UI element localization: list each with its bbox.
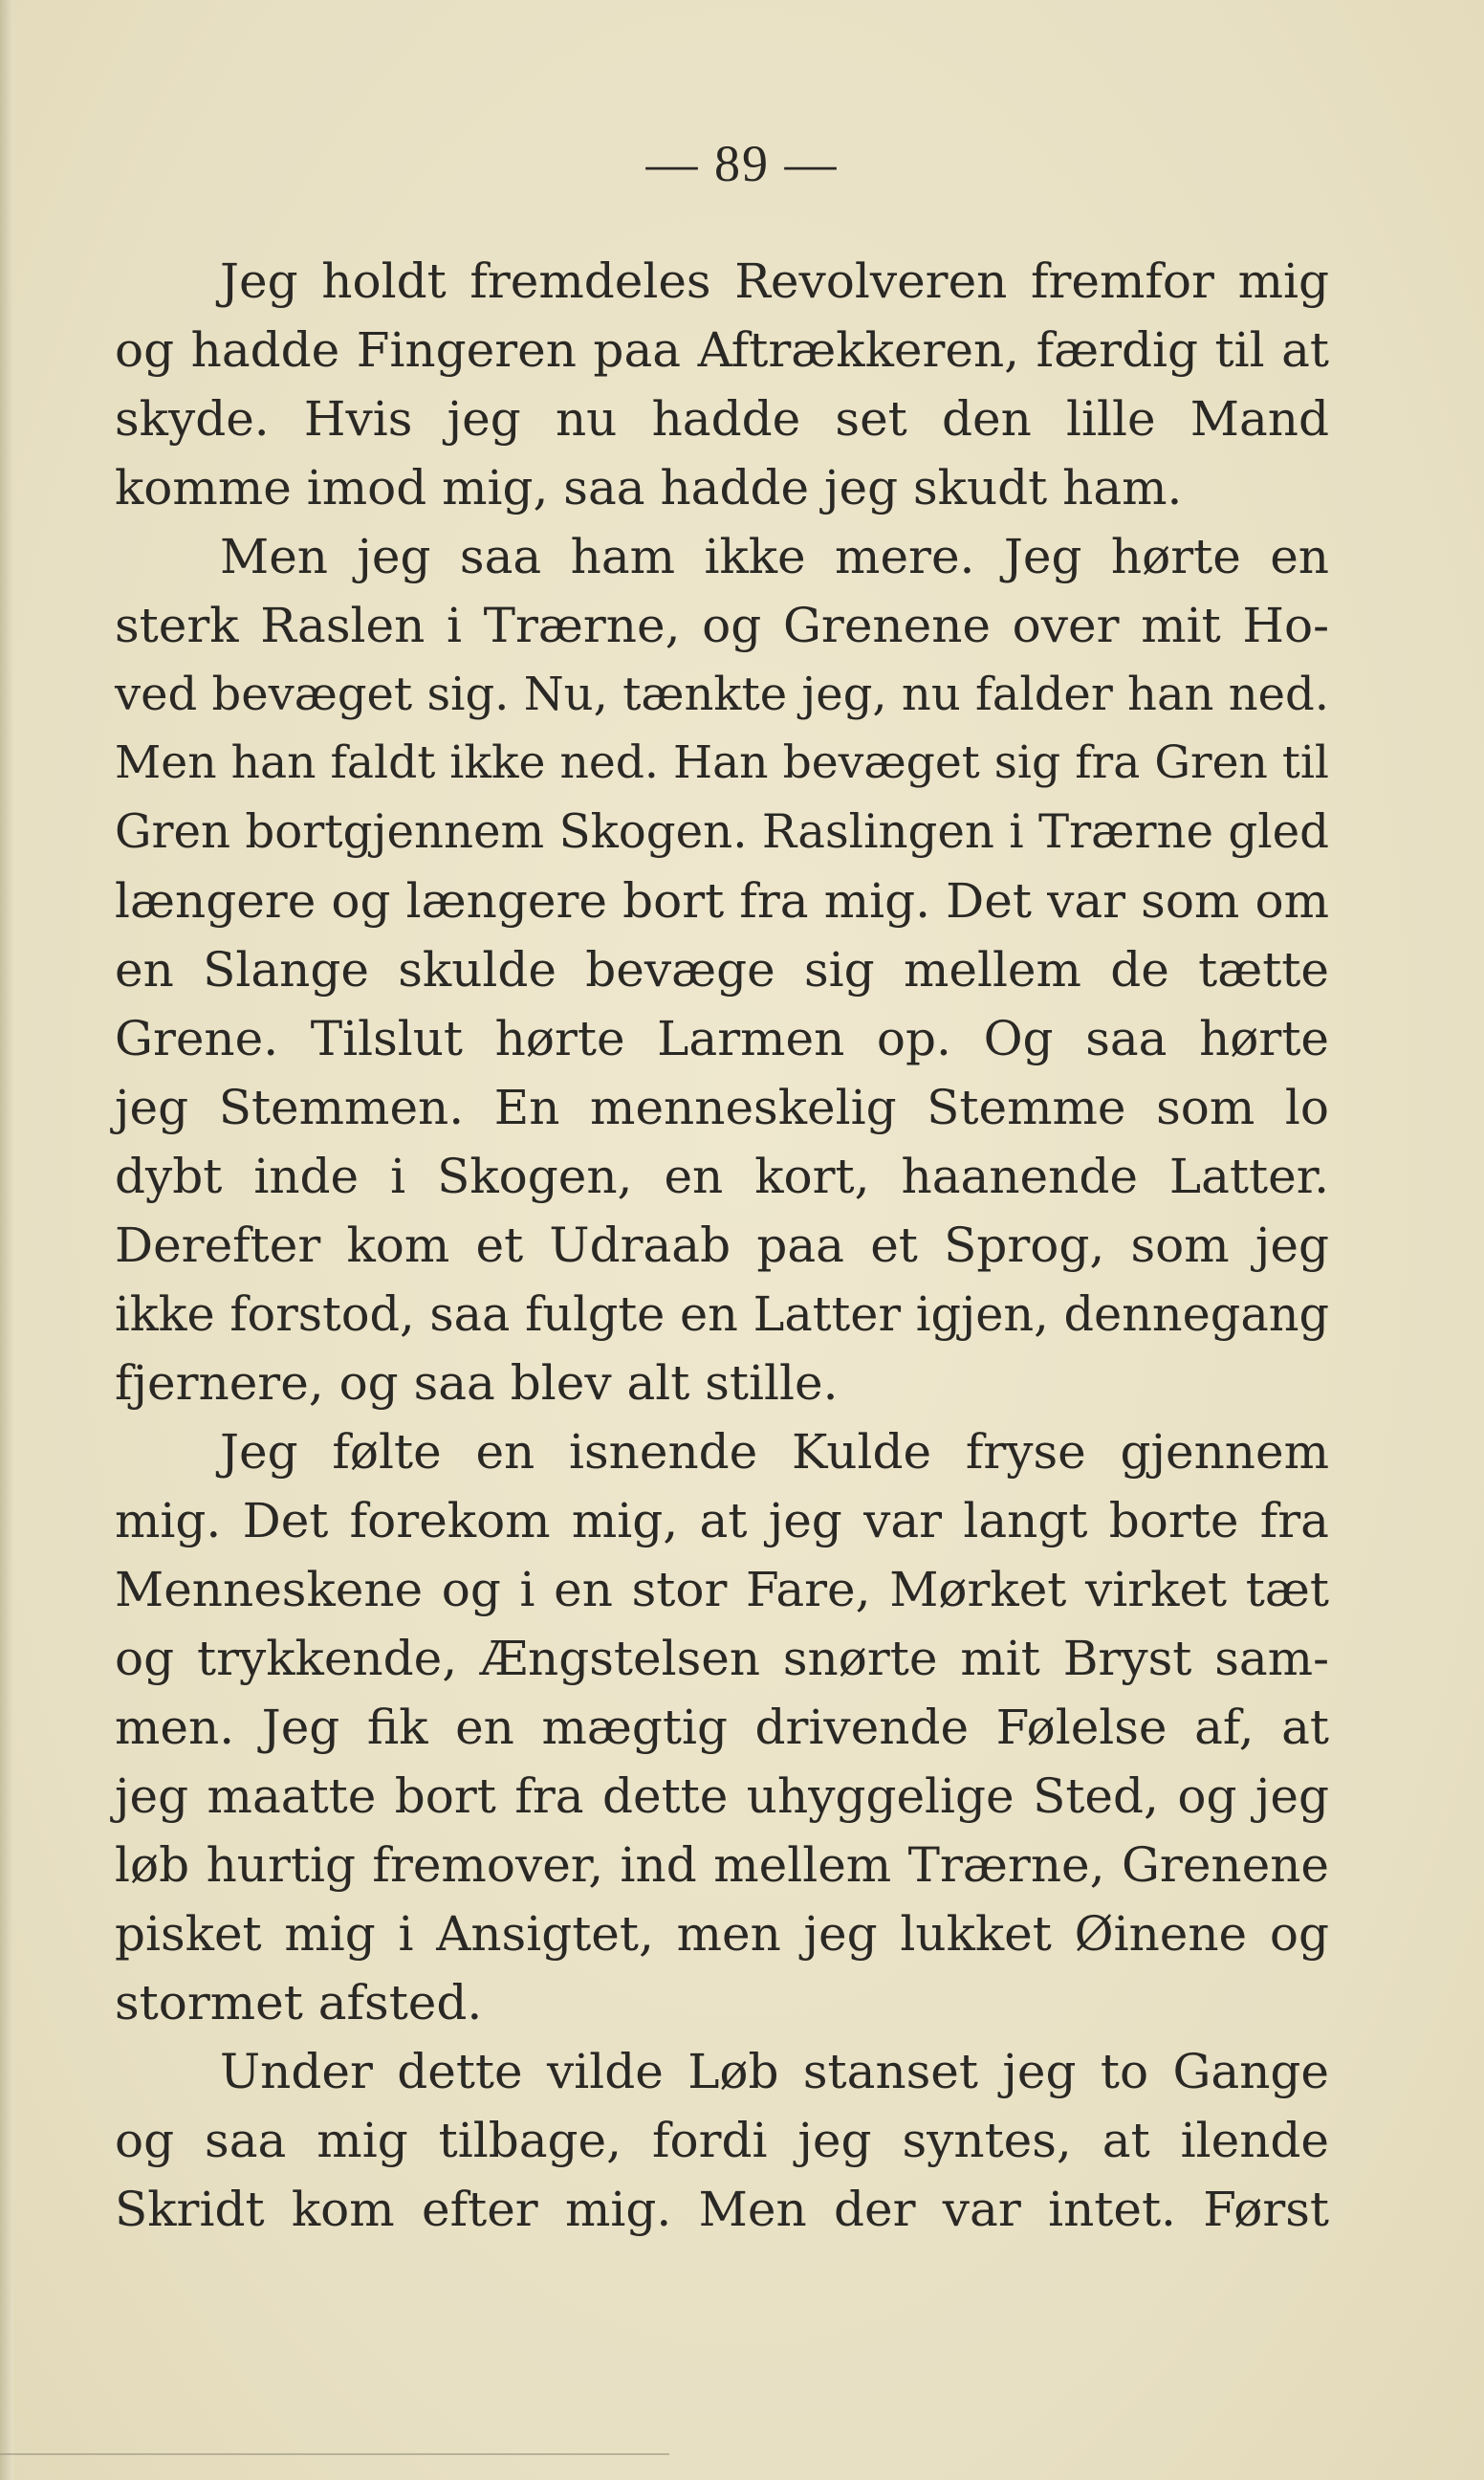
text-line: længere og længere bort fra mig. Det var som om (115, 873, 1329, 929)
text-line: Menneskene og i en stor Fare, Mørket virket tæt (115, 1562, 1329, 1617)
page-bottom-edge (0, 2453, 669, 2455)
text-line: fjernere, og saa blev alt stille. (115, 1355, 839, 1411)
text-line: Jeg holdt fremdeles Revolveren fremfor mig (220, 253, 1329, 309)
text-line: Jeg følte en isnende Kulde fryse gjennem (220, 1424, 1329, 1480)
text-line: ikke forstod, saa fulgte en Latter igjen, dennegang (115, 1286, 1329, 1342)
text-line: Men jeg saa ham ikke mere. Jeg hørte en (220, 529, 1329, 584)
text-line: Derefter kom et Udraab paa et Sprog, som jeg (115, 1218, 1329, 1273)
text-line: men. Jeg fik en mægtig drivende Følelse af, at (115, 1700, 1329, 1755)
text-line: mig. Det forekom mig, at jeg var langt borte fra (115, 1493, 1329, 1548)
text-line: løb hurtig fremover, ind mellem Trærne, Grenene (115, 1837, 1329, 1893)
text-line: jeg maatte bort fra dette uhyggelige Sted, og jeg (115, 1768, 1329, 1824)
text-line: pisket mig i Ansigtet, men jeg lukket Øinene og (115, 1906, 1329, 1962)
text-line: Grene. Tilslut hørte Larmen op. Og saa hørte (115, 1011, 1329, 1066)
body-text (115, 247, 1329, 2244)
text-line: dybt inde i Skogen, en kort, haanende Latter. (115, 1149, 1329, 1204)
text-line: en Slange skulde bevæge sig mellem de tætte (115, 942, 1329, 998)
text-line: komme imod mig, saa hadde jeg skudt ham. (115, 460, 1183, 516)
text-line: jeg Stemmen. En menneskelig Stemme som lo (115, 1080, 1329, 1135)
text-line: sterk Raslen i Trærne, og Grenene over mit Ho- (115, 598, 1329, 653)
text-line: og saa mig tilbage, fordi jeg syntes, at ilende (115, 2113, 1329, 2168)
page-number: — 89 — (645, 135, 839, 192)
text-line: og trykkende, Ængstelsen snørte mit Bryst sam- (115, 1631, 1329, 1686)
text-line: Skridt kom efter mig. Men der var intet. Først (115, 2182, 1329, 2237)
text-line: skyde. Hvis jeg nu hadde set den lille Mand (115, 391, 1329, 447)
text-line: stormet afsted. (115, 1975, 483, 2030)
text-line: og hadde Fingeren paa Aftrækkeren, færdig til at (115, 322, 1329, 378)
text-line: Gren bortgjennem Skogen. Raslingen i Trærne gled (115, 805, 1329, 859)
page-binding-edge (0, 0, 13, 2480)
text-line: Men han faldt ikke ned. Han bevæget sig fra Gren til (115, 736, 1329, 789)
text-line: Under dette vilde Løb stanset jeg to Gange (220, 2044, 1329, 2099)
text-line: ved bevæget sig. Nu, tænkte jeg, nu falder han ned. (115, 668, 1329, 721)
